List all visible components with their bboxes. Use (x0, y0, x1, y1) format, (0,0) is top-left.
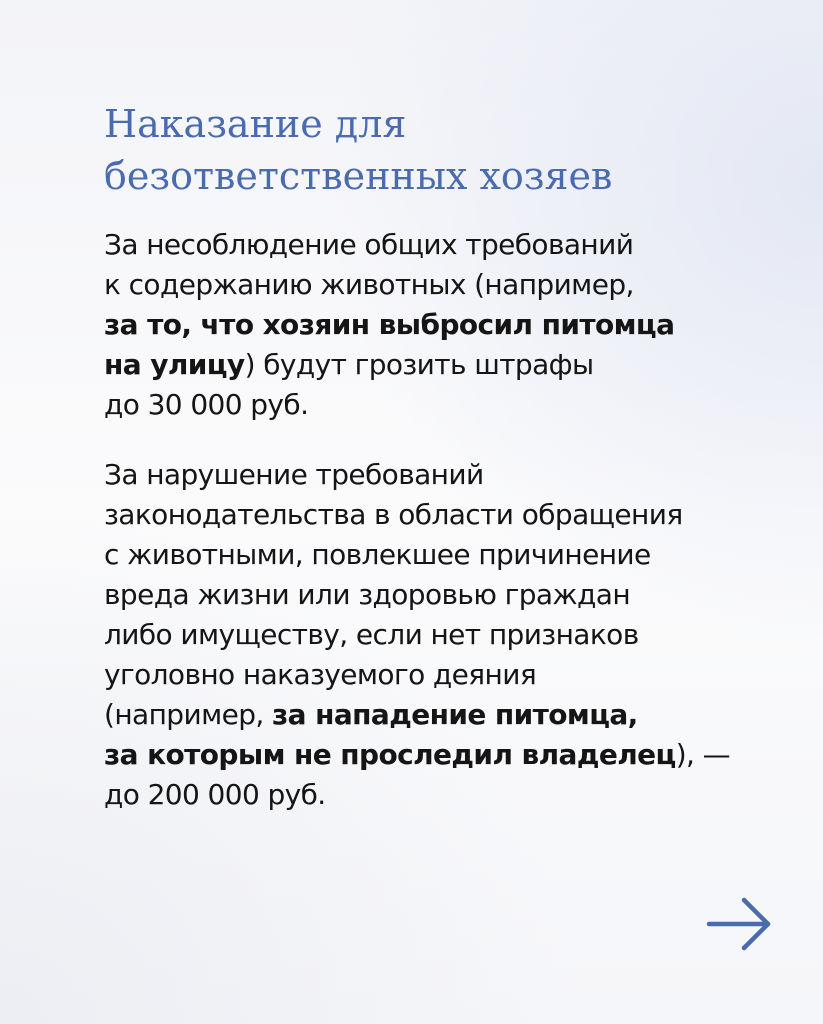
text-line: уголовно наказуемого деяния (104, 658, 537, 691)
page-title (104, 98, 794, 202)
text-line: За несоблюдение общих требований (104, 228, 634, 261)
text-line: либо имуществу, если нет признаков (104, 618, 639, 651)
text-line: (например, (104, 698, 272, 731)
fine-amount: до 30 000 руб. (104, 388, 309, 421)
highlighted-text: за которым не проследил владелец (104, 738, 676, 771)
highlighted-text: за то, что хозяин выбросил питомца (104, 308, 675, 341)
text-line: вреда жизни или здоровью граждан (104, 578, 631, 611)
highlighted-text: за нападение питомца, (272, 698, 638, 731)
text-line: ) будут грозить штрафы (244, 348, 594, 381)
fine-paragraph-harm (104, 455, 794, 815)
slide-content (104, 98, 794, 815)
text-line: За нарушение требований (104, 458, 484, 491)
arrow-right-icon[interactable] (704, 894, 774, 954)
highlighted-text: на улицу (104, 348, 245, 381)
text-line: с животными, повлекшее причинение (104, 538, 651, 571)
text-line: ), — (675, 738, 731, 771)
text-line: к содержанию животных (например, (104, 268, 634, 301)
text-line: законодательства в области обращения (104, 498, 683, 531)
title-line: Наказание для (104, 102, 407, 146)
fine-amount: до 200 000 руб. (104, 778, 326, 811)
title-line: безответственных хозяев (104, 154, 613, 198)
fine-paragraph-abandonment (104, 225, 794, 425)
